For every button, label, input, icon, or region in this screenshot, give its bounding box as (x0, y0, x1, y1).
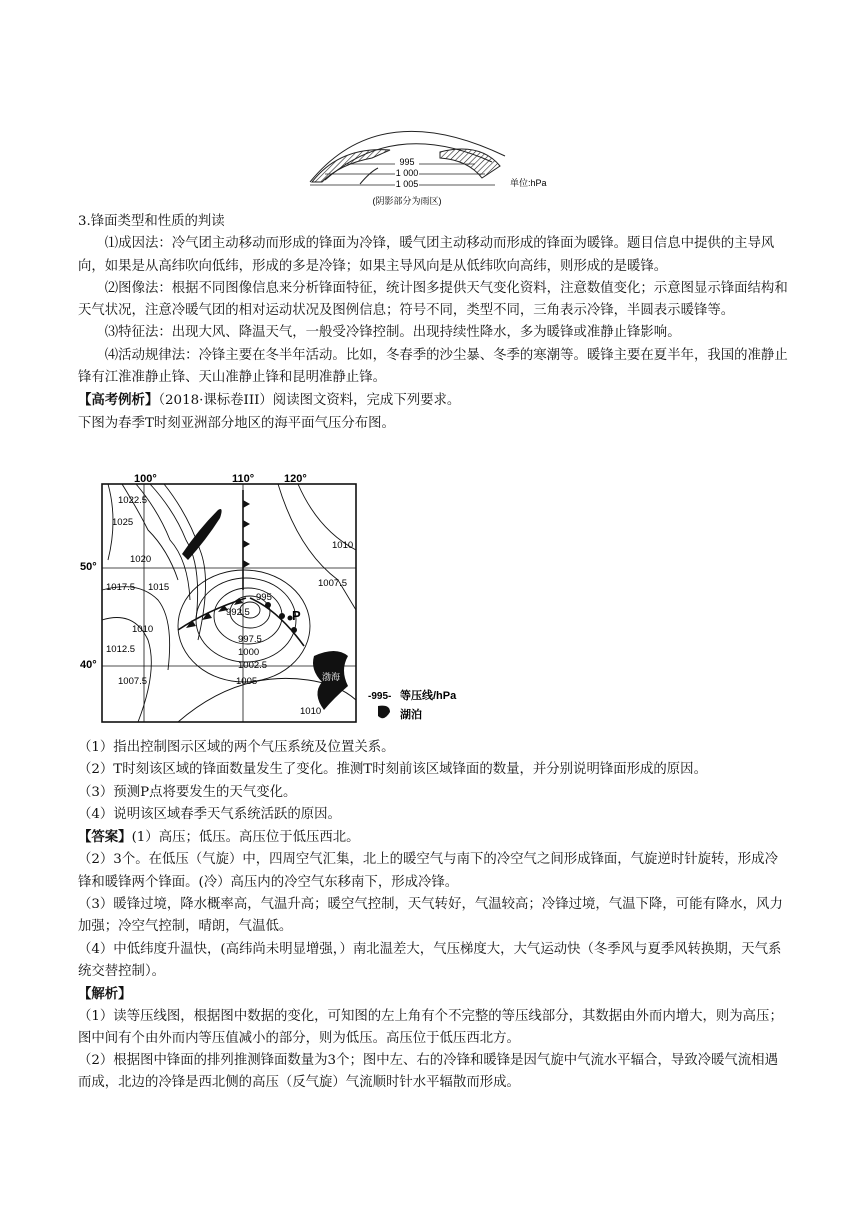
isobar-labels (106, 495, 353, 717)
example-line (78, 389, 790, 412)
point-p-label: P (292, 608, 301, 623)
example-tag: 【高考例析】 (78, 392, 159, 409)
legend-lake-icon (378, 706, 390, 719)
figure-caption: (阴影部分为雨区) (372, 196, 442, 206)
answer-item: (1）高压；低压。高压位于低压西北。 (131, 830, 360, 846)
lon-label: 110° (232, 473, 255, 485)
front-line (360, 168, 378, 184)
lat-label: 40° (80, 659, 97, 671)
question: （2）T时刻该区域的锋面数量发生了变化。推测T时刻前该区域锋面的数量，并分别说明锋面形成的原因。 (78, 762, 707, 778)
section-item: ⑷活动规律法：冷锋主要在冬半年活动。比如，冬春季的沙尘暴、冬季的寒潮等。暖锋主要在夏半年，我国的准静止锋有江淮准静止锋、天山准静止锋和昆明准静止锋。 (78, 347, 788, 386)
isobar-label: 1017.5 (106, 582, 136, 593)
example-source: （2018·课标卷III）阅读图文资料，完成下列要求。 (158, 393, 461, 409)
isobar-label: 995 (256, 592, 272, 603)
section-item: ⑵图像法：根据不同图像信息来分析锋面特征，统计图多提供天气变化资料，注意数值变化；示意图显示锋面结构和天气状况，注意冷暖气团的相对运动状况及图例信息；符号不同，类型不同，三角表示冷锋，半圆表示暖锋等。 (78, 280, 788, 319)
isobar-label: 997.5 (238, 634, 262, 645)
rain-area-left (312, 150, 390, 182)
isobar-label: 1007.5 (118, 676, 148, 687)
example-intro: 下图为春季T时刻亚洲部分地区的海平面气压分布图。 (78, 415, 395, 431)
lat-label: 50° (80, 561, 97, 573)
isobar-label: 1012.5 (106, 644, 136, 655)
section-item: ⑴成因法：冷气团主动移动而形成的锋面为冷锋，暖气团主动移动而形成的锋面为暖锋。题目信息中提供的主导风向，如果是从高纬吹向低纬，形成的多是冷锋；如果主导风向是从低纬吹向高纬，则形成的是暖锋。 (78, 236, 775, 274)
isobar-label: 1010 (332, 540, 354, 551)
isobar-label: 1 000 (395, 168, 419, 178)
sea-label: 渤海 (322, 672, 341, 682)
section-front-types (78, 211, 790, 435)
isobar-label: 992.5 (226, 607, 250, 618)
unit-label: 单位:hPa (510, 178, 547, 188)
pressure-map (78, 470, 478, 726)
section-heading: 3.锋面类型和性质的判读 (78, 214, 225, 229)
answer-tag: 【答案】 (78, 829, 132, 846)
front-isobar-diagram (300, 106, 570, 212)
legend-isobar-text: 等压线/hPa (400, 690, 457, 702)
isobar-label: 1010 (132, 624, 154, 635)
isobar-label: 1022.5 (118, 495, 148, 506)
answer-item: （2）3个。在低压（气旋）中，四周空气汇集，北上的暖空气与南下的冷空气之间形成锋面，气旋逆时针旋转，形成冷锋和暖锋两个锋面。(冷）高压内的冷空气东移南下，形成冷锋。 (78, 852, 778, 890)
analysis-item: （1）读等压线图，根据图中数据的变化，可知图的左上角有个不完整的等压线部分，其数据由外而内增大，则为高压；图中间有个由外而内等压值减小的部分，则为低压。高压位于低压西北方。 (78, 1008, 783, 1046)
question: （4）说明该区域春季天气系统活跃的原因。 (78, 806, 341, 822)
section-item: ⑶特征法：出现大风、降温天气，一般受冷锋控制。出现持续性降水，多为暖锋或准静止锋影响。 (104, 325, 681, 341)
lake-shape (182, 509, 222, 560)
analysis-tag: 【解析】 (78, 986, 132, 1003)
legend-isobar-value: -995- (368, 691, 392, 702)
isobar-label: 1020 (130, 554, 152, 565)
questions-answers (78, 737, 790, 1095)
answer-line (78, 826, 790, 849)
answer-item: （3）暖锋过境，降水概率高，气温升高；暖空气控制，天气转好，气温较高；冷锋过境，气温下降，可能有降水，风力加强；冷空气控制，晴朗，气温低。 (78, 897, 783, 935)
isobar-label: 1000 (238, 647, 260, 658)
isobar-label: 1007.5 (318, 578, 348, 589)
legend (368, 688, 457, 721)
question: （1）指出控制图示区域的两个气压系统及位置关系。 (78, 740, 395, 755)
question: （3）预测P点将要发生的天气变化。 (78, 784, 297, 800)
isobar-label: 995 (399, 157, 415, 167)
isobar-label: 1010 (300, 706, 322, 717)
isobar-label: 1025 (112, 517, 134, 528)
lon-label: 100° (134, 473, 157, 485)
lon-label: 120° (284, 473, 307, 485)
isobar-label: 1 005 (395, 179, 419, 189)
isobar-label: 1005 (236, 676, 258, 687)
isobar-label: 1015 (148, 582, 170, 593)
legend-lake-text: 湖泊 (400, 709, 422, 721)
analysis-item: （2）根据图中锋面的排列推测锋面数量为3个；图中左、右的冷锋和暖锋是因气旋中气流水平辐合，导致冷暖气流相遇而成，北边的冷锋是西北侧的高压（反气旋）气流顺时针水平辐散而形成。 (78, 1053, 778, 1091)
answer-item: （4）中低纬度升温快，(高纬尚未明显增强，）南北温差大，气压梯度大，大气运动快（冬季风与夏季风转换期，天气系统交替控制）。 (78, 941, 782, 979)
isobar-label: 1002.5 (238, 660, 268, 671)
